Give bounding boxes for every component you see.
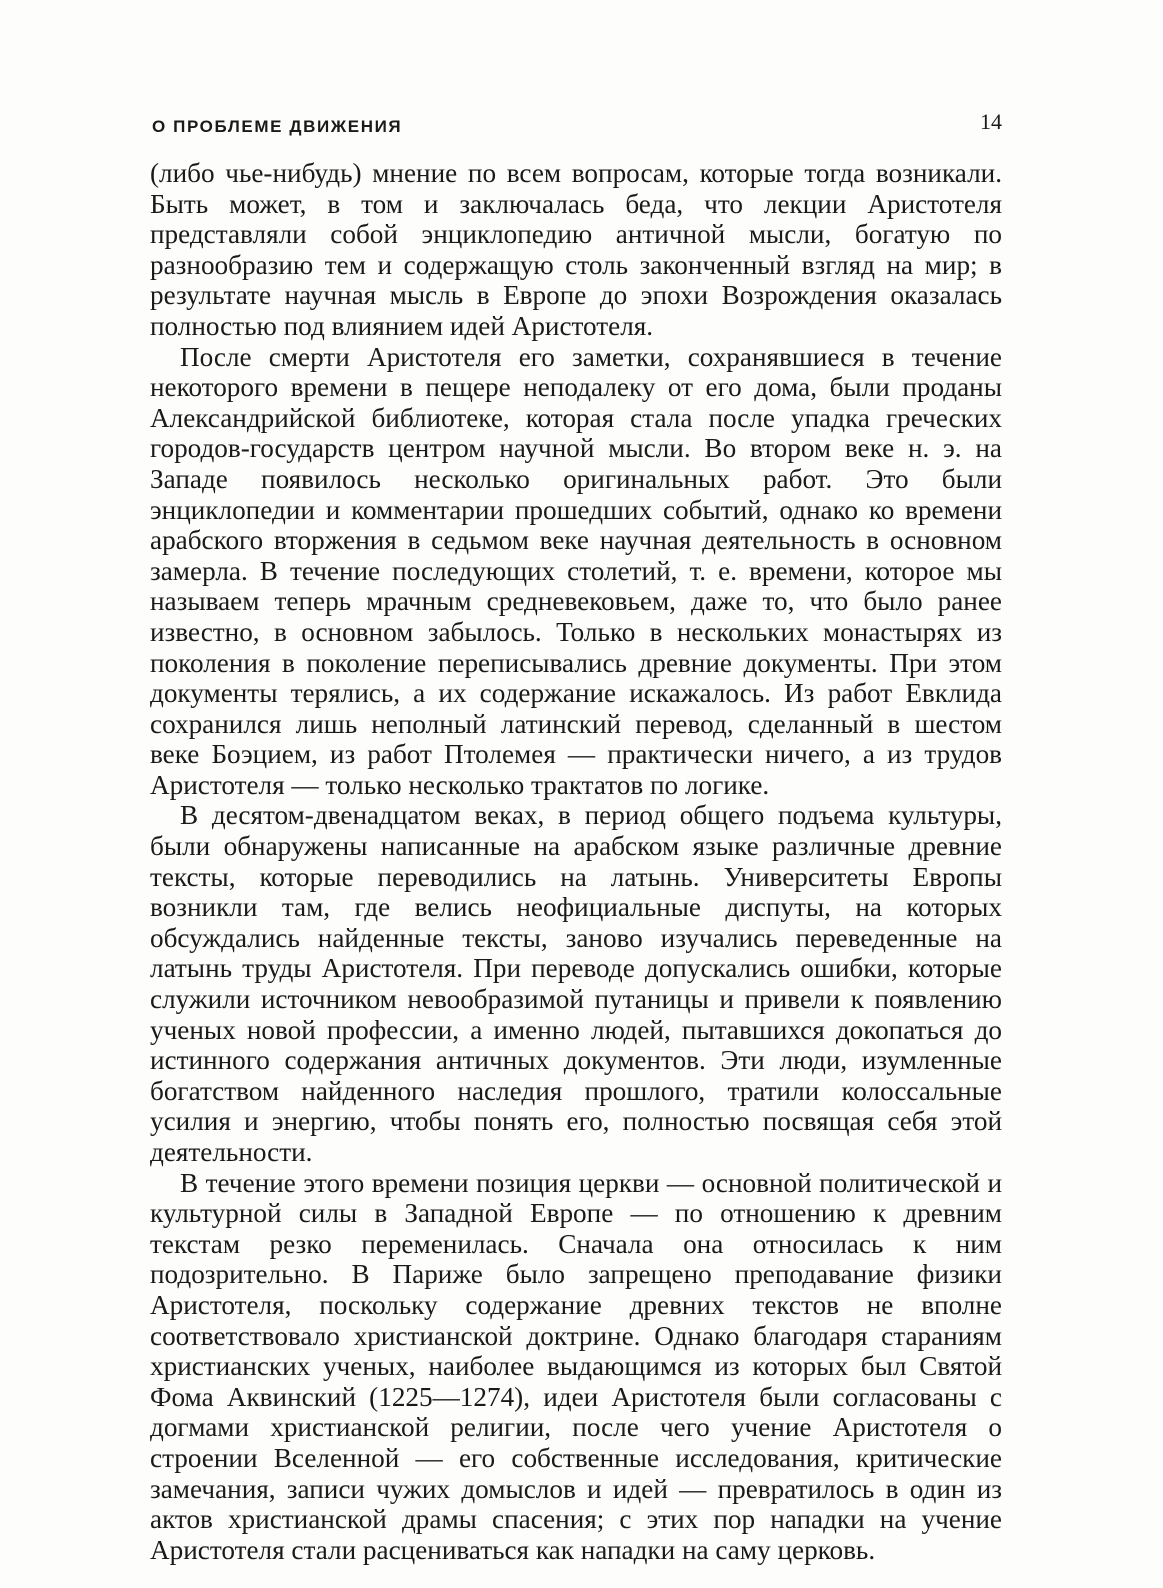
paragraph: В десятом-двенадцатом веках, в период общего подъема культуры, были обнаружены написанные на арабском языке различные древние тексты, которые переводились на латынь. Университеты Европы возникли там, где велись неофициальные диспуты, на которых обсуждались найденные тексты, заново изучались переведенные на латынь труды Аристотеля. При переводе допускались ошибки, которые служили источником невообразимой путаницы и привели к появлению ученых новой профессии, а именно людей, пытавшихся докопаться до истинного содержания античных документов. Эти люди, изумленные богатством найденного наследия прошлого, тратили колоссальные усилия и энергию, чтобы понять его, полностью посвящая себя этой деятельности. bbox=[150, 800, 1002, 1167]
paragraph: В течение этого времени позиция церкви — основной политической и культурной силы в Западной Европе — по отношению к древним текстам резко переменилась. Сначала она относилась к ним подозрительно. В Париже было запрещено преподавание физики Аристотеля, поскольку содержание древних текстов не вполне соответствовало христианской доктрине. Однако благодаря стараниям христианских ученых, наиболее выдающимся из которых был Святой Фома Аквинский (1225—1274), идеи Аристотеля были согласованы с догмами христианской религии, после чего учение Аристотеля о строении Вселенной — его собственные исследования, критические замечания, записи чужих домыслов и идей — превратилось в один из актов христианской драмы спасения; с этих пор нападки на учение Аристотеля стали расцениваться как нападки на саму церковь. bbox=[150, 1167, 1002, 1565]
chapter-title: О ПРОБЛЕМЕ ДВИЖЕНИЯ bbox=[152, 117, 403, 136]
running-header bbox=[152, 109, 1002, 143]
body-text bbox=[150, 158, 1002, 1565]
paragraph: После смерти Аристотеля его заметки, сохранявшиеся в течение некоторого времени в пещере неподалеку от его дома, были проданы Александрийской библиотеке, которая стала после упадка греческих городов-государств центром научной мысли. Во втором веке н. э. на Западе появилось несколько оригинальных работ. Это были энциклопедии и комментарии прошедших событий, однако ко времени арабского вторжения в седьмом веке научная деятельность в основном замерла. В течение последующих столетий, т. е. времени, которое мы называем теперь мрачным средневековьем, даже то, что было ранее известно, в основном забылось. Только в нескольких монастырях из поколения в поколение переписывались древние документы. При этом документы терялись, а их содержание искажалось. Из работ Евклида сохранился лишь неполный латинский перевод, сделанный в шестом веке Боэцием, из работ Птолемея — практически ничего, а из трудов Аристотеля — только несколько трактатов по логике. bbox=[150, 341, 1002, 800]
page-number: 14 bbox=[980, 109, 1002, 134]
paragraph-continued: (либо чье-нибудь) мнение по всем вопросам, которые тогда возникали. Быть может, в том и заключалась беда, что лекции Аристотеля представляли собой энциклопедию античной мысли, богатую по разнообразию тем и содержащую столь законченный взгляд на мир; в результате научная мысль в Европе до эпохи Возрождения оказалась полностью под влиянием идей Аристотеля. bbox=[150, 158, 1002, 341]
